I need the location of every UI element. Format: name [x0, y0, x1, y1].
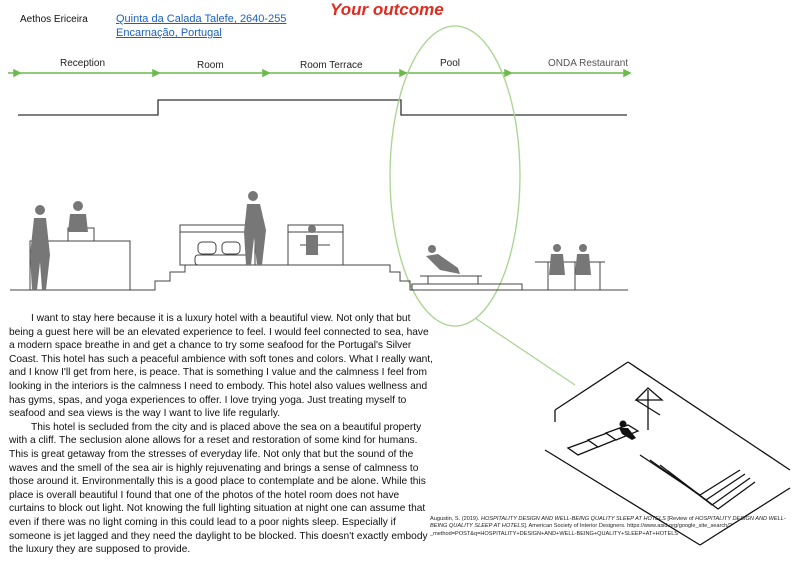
- narrative-paragraph-2: This hotel is secluded from the city and is placed above the sea on a beautiful property with a cliff. The seclusion alone allows for a reset and restoration of some kind for humans. This is great getaway from the stresses of everyday life. Not only that but the sound of the waves and the smell of the sea air is highly rejuvenating and brings a sense of calmness to those around it. Environmentally this is a good place to contemplate and be alone. While this place is overall beautiful I found that one of the photos of the hotel room does not have curtains to block out light. Not knowing the full lighting situation at night one can assume that even if there was no light coming in this could lead to a poor nights sleep. Especially if someone is jet lagged and they need the daylight to be blocked. This doesn't exactly embody the luxury they are supposed to provide.: [9, 421, 428, 556]
- address-line-1[interactable]: Quinta da Calada Talefe, 2640-255: [116, 13, 287, 25]
- narrative-paragraph-1: I want to stay here because it is a luxury hotel with a beautiful view. Not only that but being a guest here will be an elevated experience to feel. I would feel connected to sea, have a modern space breathe in and get a chance to try some seafood for the Portugal's Silver Coast. This hotel has such a peaceful ambience with soft tones and colors. What I really want, and I know I'll get from here, is peace. That is something I value and the calmness I feel from looking in the interiors is the calmness I need to embody. This hotel also values wellness and has gyms, spas, and yoga experiences to offer. I love trying yoga. Just treating myself to seafood and sea views is the way I want to live life regularly.: [9, 313, 433, 420]
- stage-label-pool: Pool: [440, 58, 461, 69]
- citation-author: Augustin, S. (2019).: [430, 516, 481, 522]
- citation-mid: [Review of: [665, 516, 696, 522]
- emotion-curve: [18, 100, 627, 115]
- citation-end: ]. American Society of Interior Designers. https://www.asid.org/google_site_search/?_method=POST&q=HOSPITALITY+DESIGN+AND+WELL-BEING+QUALITY+SLEEP+AT+HOTELS: [430, 523, 732, 537]
- page-title: Your outcome: [330, 0, 444, 19]
- hotel-name: Aethos Ericeira: [20, 14, 88, 25]
- section-drawing: [10, 225, 628, 290]
- pool-callout-line: [475, 318, 575, 385]
- narrative-text: [9, 312, 437, 557]
- citation-title: HOSPITALITY DESIGN AND WELL-BEING QUALITY SLEEP AT HOTELS: [481, 516, 666, 522]
- stage-label-room-terrace: Room Terrace: [300, 60, 363, 71]
- journey-arrow-line: [8, 70, 630, 76]
- stage-label-room: Room: [197, 60, 224, 71]
- citation: [430, 516, 798, 538]
- stage-label-onda-restaurant: ONDA Restaurant: [548, 58, 629, 69]
- citation-review-of: HOSPITALITY DESIGN AND WELL-BEING QUALITY SLEEP AT HOTELS: [430, 516, 786, 530]
- stage-label-reception: Reception: [60, 58, 106, 69]
- address-line-2[interactable]: Encarnação, Portugal: [116, 27, 222, 39]
